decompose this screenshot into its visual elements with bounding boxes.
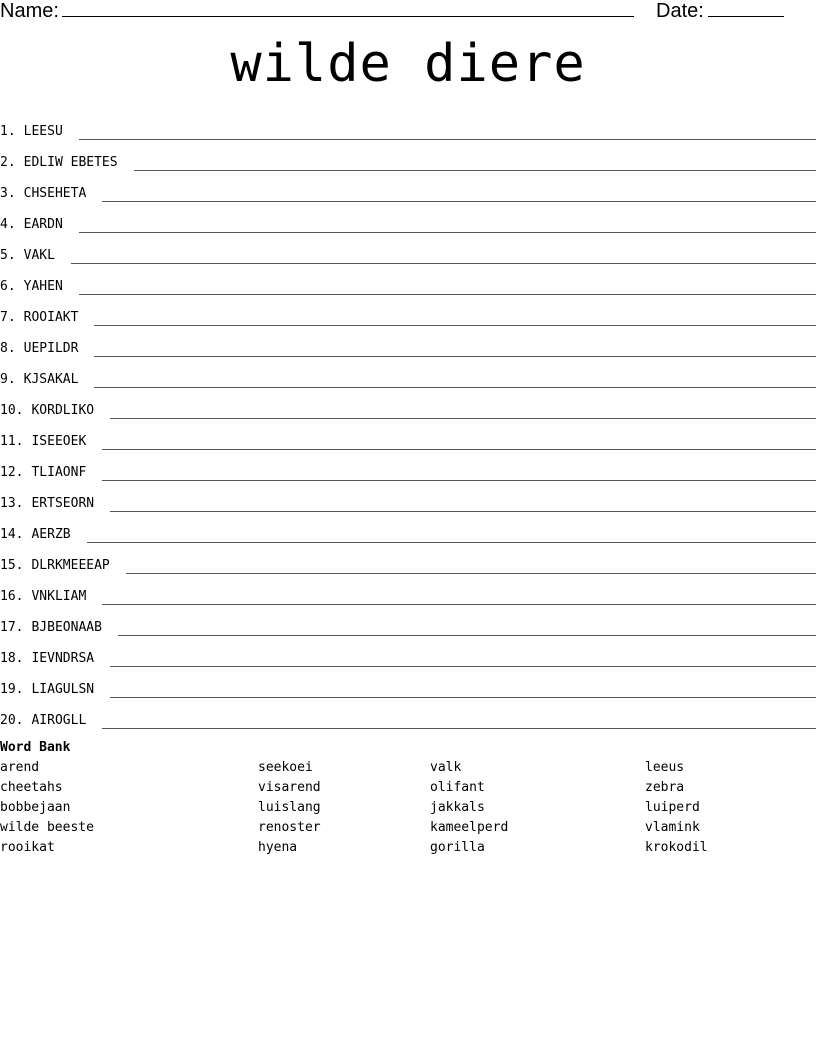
word-bank-word: kameelperd [430,820,509,835]
scrambled-word: ERTSEORN [31,496,95,511]
puzzle-item-number: 20. [0,713,24,728]
puzzle-item [0,204,816,235]
word-bank-word: wilde beeste [0,820,94,835]
word-bank-word: zebra [645,780,685,795]
word-bank-word: luiperd [645,800,700,815]
puzzle-item [0,607,816,638]
puzzle-item-number: 17. [0,620,24,635]
name-label: Name: [0,0,59,22]
word-bank-word: leeus [645,760,685,775]
word-bank-column-1 [0,758,94,858]
puzzle-item-number: 15. [0,558,24,573]
word-bank-word: jakkals [430,800,485,815]
puzzle-item [0,576,816,607]
puzzle-item-number: 5. [0,248,16,263]
answer-line[interactable] [110,665,816,667]
scrambled-word: KORDLIKO [31,403,95,418]
puzzle-item-number: 3. [0,186,16,201]
puzzle-item [0,173,816,204]
name-line[interactable] [62,16,634,17]
answer-line[interactable] [102,603,816,605]
puzzle-item-number: 16. [0,589,24,604]
puzzle-item-number: 14. [0,527,24,542]
word-bank-word: rooikat [0,840,55,855]
answer-line[interactable] [94,324,816,326]
puzzle-item [0,235,816,266]
answer-line[interactable] [102,727,816,729]
word-bank-word: gorilla [430,840,485,855]
puzzle-item-number: 19. [0,682,24,697]
word-bank-word: vlamink [645,820,700,835]
puzzle-item-number: 6. [0,279,16,294]
puzzle-item [0,266,816,297]
answer-line[interactable] [102,479,816,481]
scrambled-word: BJBEONAAB [31,620,102,635]
puzzle-item [0,638,816,669]
word-bank-word: renoster [258,820,321,835]
puzzle-item [0,142,816,173]
word-bank-title: Word Bank [0,740,71,755]
puzzle-item-number: 2. [0,155,16,170]
puzzle-item [0,390,816,421]
word-bank-word: cheetahs [0,780,63,795]
word-bank-word: luislang [258,800,321,815]
puzzle-item [0,514,816,545]
word-bank-word: seekoei [258,760,313,775]
scrambled-word: TLIAONF [31,465,87,480]
puzzle-item-number: 18. [0,651,24,666]
puzzle-item [0,483,816,514]
puzzle-item-number: 4. [0,217,16,232]
scrambled-word: CHSEHETA [23,186,87,201]
answer-line[interactable] [71,262,816,264]
puzzle-item-number: 10. [0,403,24,418]
answer-line[interactable] [134,169,816,171]
scrambled-word: AERZB [31,527,71,542]
puzzle-item [0,297,816,328]
puzzle-item [0,359,816,390]
puzzle-item-number: 13. [0,496,24,511]
answer-line[interactable] [94,386,816,388]
answer-line[interactable] [126,572,816,574]
puzzle-item [0,545,816,576]
puzzle-item [0,111,816,142]
page-title: wilde diere [230,34,586,94]
puzzle-item [0,700,816,731]
scrambled-word: EDLIW EBETES [23,155,118,170]
word-bank-column-3 [430,758,508,858]
scrambled-word: ISEEOEK [31,434,87,449]
scrambled-word: UEPILDR [23,341,79,356]
scrambled-word: DLRKMEEEAP [31,558,110,573]
puzzle-item [0,452,816,483]
puzzle-item-number: 12. [0,465,24,480]
word-bank-word: arend [0,760,40,775]
answer-line[interactable] [79,231,816,233]
scrambled-word: VAKL [23,248,55,263]
answer-line[interactable] [87,541,816,543]
word-bank-column-2 [258,758,321,858]
puzzle-item [0,669,816,700]
word-bank-column-4 [645,758,708,858]
scrambled-word: LIAGULSN [31,682,95,697]
puzzle-list [0,111,816,731]
puzzle-item-number: 7. [0,310,16,325]
answer-line[interactable] [102,448,816,450]
answer-line[interactable] [118,634,816,636]
scrambled-word: ROOIAKT [23,310,79,325]
answer-line[interactable] [110,696,816,698]
answer-line[interactable] [102,200,816,202]
answer-line[interactable] [110,417,816,419]
scrambled-word: KJSAKAL [23,372,79,387]
answer-line[interactable] [79,138,816,140]
scrambled-word: EARDN [23,217,63,232]
scrambled-word: YAHEN [23,279,63,294]
word-bank-word: krokodil [645,840,708,855]
puzzle-item [0,328,816,359]
scrambled-word: LEESU [23,124,63,139]
word-bank-word: valk [430,760,462,775]
answer-line[interactable] [79,293,816,295]
date-line[interactable] [708,16,784,17]
puzzle-item-number: 9. [0,372,16,387]
puzzle-item-number: 1. [0,124,16,139]
word-bank-word: bobbejaan [0,800,71,815]
word-bank-word: olifant [430,780,485,795]
date-label: Date: [656,0,704,22]
worksheet-header [0,0,816,24]
puzzle-item [0,421,816,452]
scrambled-word: VNKLIAM [31,589,87,604]
scrambled-word: AIROGLL [31,713,87,728]
answer-line[interactable] [110,510,816,512]
word-bank-columns [0,758,816,868]
scrambled-word: IEVNDRSA [31,651,95,666]
word-bank-word: hyena [258,840,298,855]
word-bank-word: visarend [258,780,321,795]
puzzle-item-number: 11. [0,434,24,449]
puzzle-item-number: 8. [0,341,16,356]
answer-line[interactable] [94,355,816,357]
word-bank [0,740,816,868]
